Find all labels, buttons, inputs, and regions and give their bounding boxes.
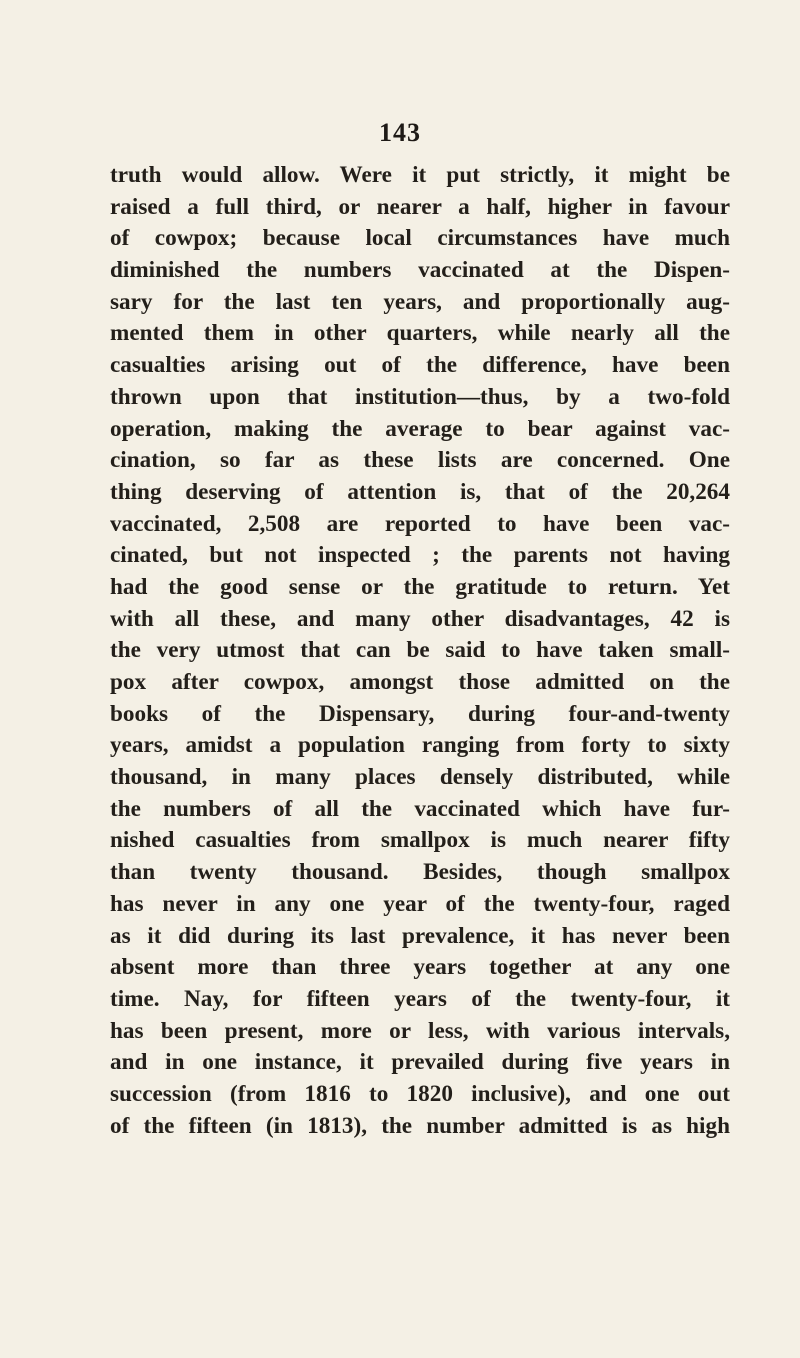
text-line: the numbers of all the vaccinated which have fur- (110, 795, 730, 822)
page-number: 143 (379, 118, 421, 147)
text-line: cination, so far as these lists are concerned. One (110, 447, 730, 474)
text-line: operation, making the average to bear against vac- (110, 415, 730, 442)
body-text (110, 160, 730, 1142)
text-line: absent more than three years together at any one (110, 954, 730, 981)
text-line: casualties arising out of the difference, have been (110, 352, 730, 379)
text-line: has been present, more or less, with various intervals, (110, 1017, 730, 1044)
text-line: vaccinated, 2,508 are reported to have been vac- (110, 510, 730, 537)
text-line: cinated, but not inspected ; the parents not having (110, 542, 730, 569)
text-line: diminished the numbers vaccinated at the Dispen- (110, 257, 730, 284)
text-line: with all these, and many other disadvantages, 42 is (110, 605, 730, 632)
text-line: sary for the last ten years, and proportionally aug- (110, 288, 730, 315)
text-line: thrown upon that institution—thus, by a two-fold (110, 383, 730, 410)
text-line: mented them in other quarters, while nearly all the (110, 320, 730, 347)
text-line: years, amidst a population ranging from forty to sixty (110, 732, 730, 759)
text-line: had the good sense or the gratitude to return. Yet (110, 573, 730, 600)
text-line: has never in any one year of the twenty-four, raged (110, 890, 730, 917)
text-line: than twenty thousand. Besides, though smallpox (110, 859, 730, 886)
text-line: of the fifteen (in 1813), the number admitted is as high (110, 1112, 730, 1139)
text-line: pox after cowpox, amongst those admitted on the (110, 669, 730, 695)
text-line: thing deserving of attention is, that of the 20,264 (110, 478, 730, 505)
text-line: truth would allow. Were it put strictly, it might be (110, 162, 730, 188)
text-line: of cowpox; because local circumstances have much (110, 225, 730, 252)
text-line: thousand, in many places densely distributed, while (110, 764, 730, 791)
text-line: books of the Dispensary, during four-and-twenty (110, 700, 730, 727)
text-line: time. Nay, for fifteen years of the twenty-four, it (110, 985, 730, 1012)
text-line: succession (from 1816 to 1820 inclusive), and one out (110, 1080, 730, 1107)
text-line: nished casualties from smallpox is much nearer fifty (110, 827, 730, 854)
text-line: raised a full third, or nearer a half, higher in favour (110, 193, 730, 220)
text-line: as it did during its last prevalence, it has never been (110, 922, 730, 949)
text-line: the very utmost that can be said to have taken small- (110, 637, 730, 664)
text-line: and in one instance, it prevailed during five years in (110, 1049, 730, 1076)
